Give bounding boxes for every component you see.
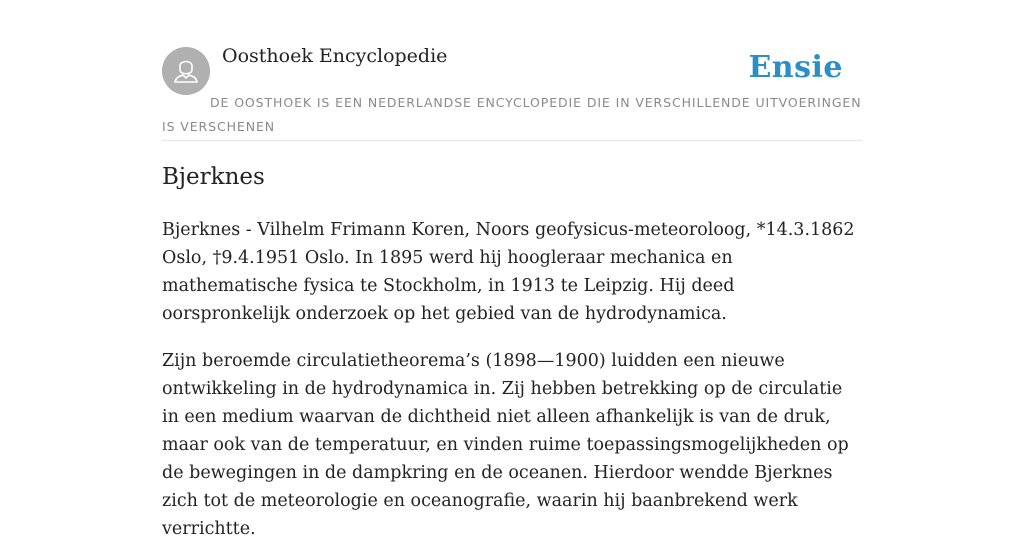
article-title: Bjerknes xyxy=(162,164,265,190)
brand-logo-link[interactable]: Ensie xyxy=(748,50,843,85)
page-content xyxy=(162,0,862,539)
user-avatar-icon[interactable] xyxy=(162,47,210,95)
source-header xyxy=(162,0,862,141)
source-name-link[interactable]: Oosthoek Encyclopedie xyxy=(222,45,448,67)
source-tagline: DE OOSTHOEK IS EEN NEDERLANDSE ENCYCLOPEDIE DIE IN VERSCHILLENDE UITVOERINGEN IS VERSCHENEN xyxy=(162,95,862,134)
article-paragraph-1: Bjerknes - Vilhelm Frimann Koren, Noors geofysicus-meteoroloog, *14.3.1862 Oslo, †9.4.1951 Oslo. In 1895 werd hij hoogleraar mechanica en mathematische fysica te Stockholm, in 1913 te Leipzig. Hij deed oorspronkelijk onderzoek op het gebied van de hydrodynamica. xyxy=(162,220,855,324)
article-paragraph-2: Zijn beroemde circulatietheorema’s (1898—1900) luidden een nieuwe ontwikkeling in de hydrodynamica in. Zij hebben betrekking op de circulatie in een medium waarvan de dichtheid niet alleen afhankelijk is van de druk, maar ook van de temperatuur, en vinden ruime toepassingsmogelijkheden op de bewegingen in de dampkring en de oceanen. Hierdoor wendde Bjerknes zich tot de meteorologie en oceanografie, waarin hij baanbrekend werk verrichtte. xyxy=(162,351,849,539)
